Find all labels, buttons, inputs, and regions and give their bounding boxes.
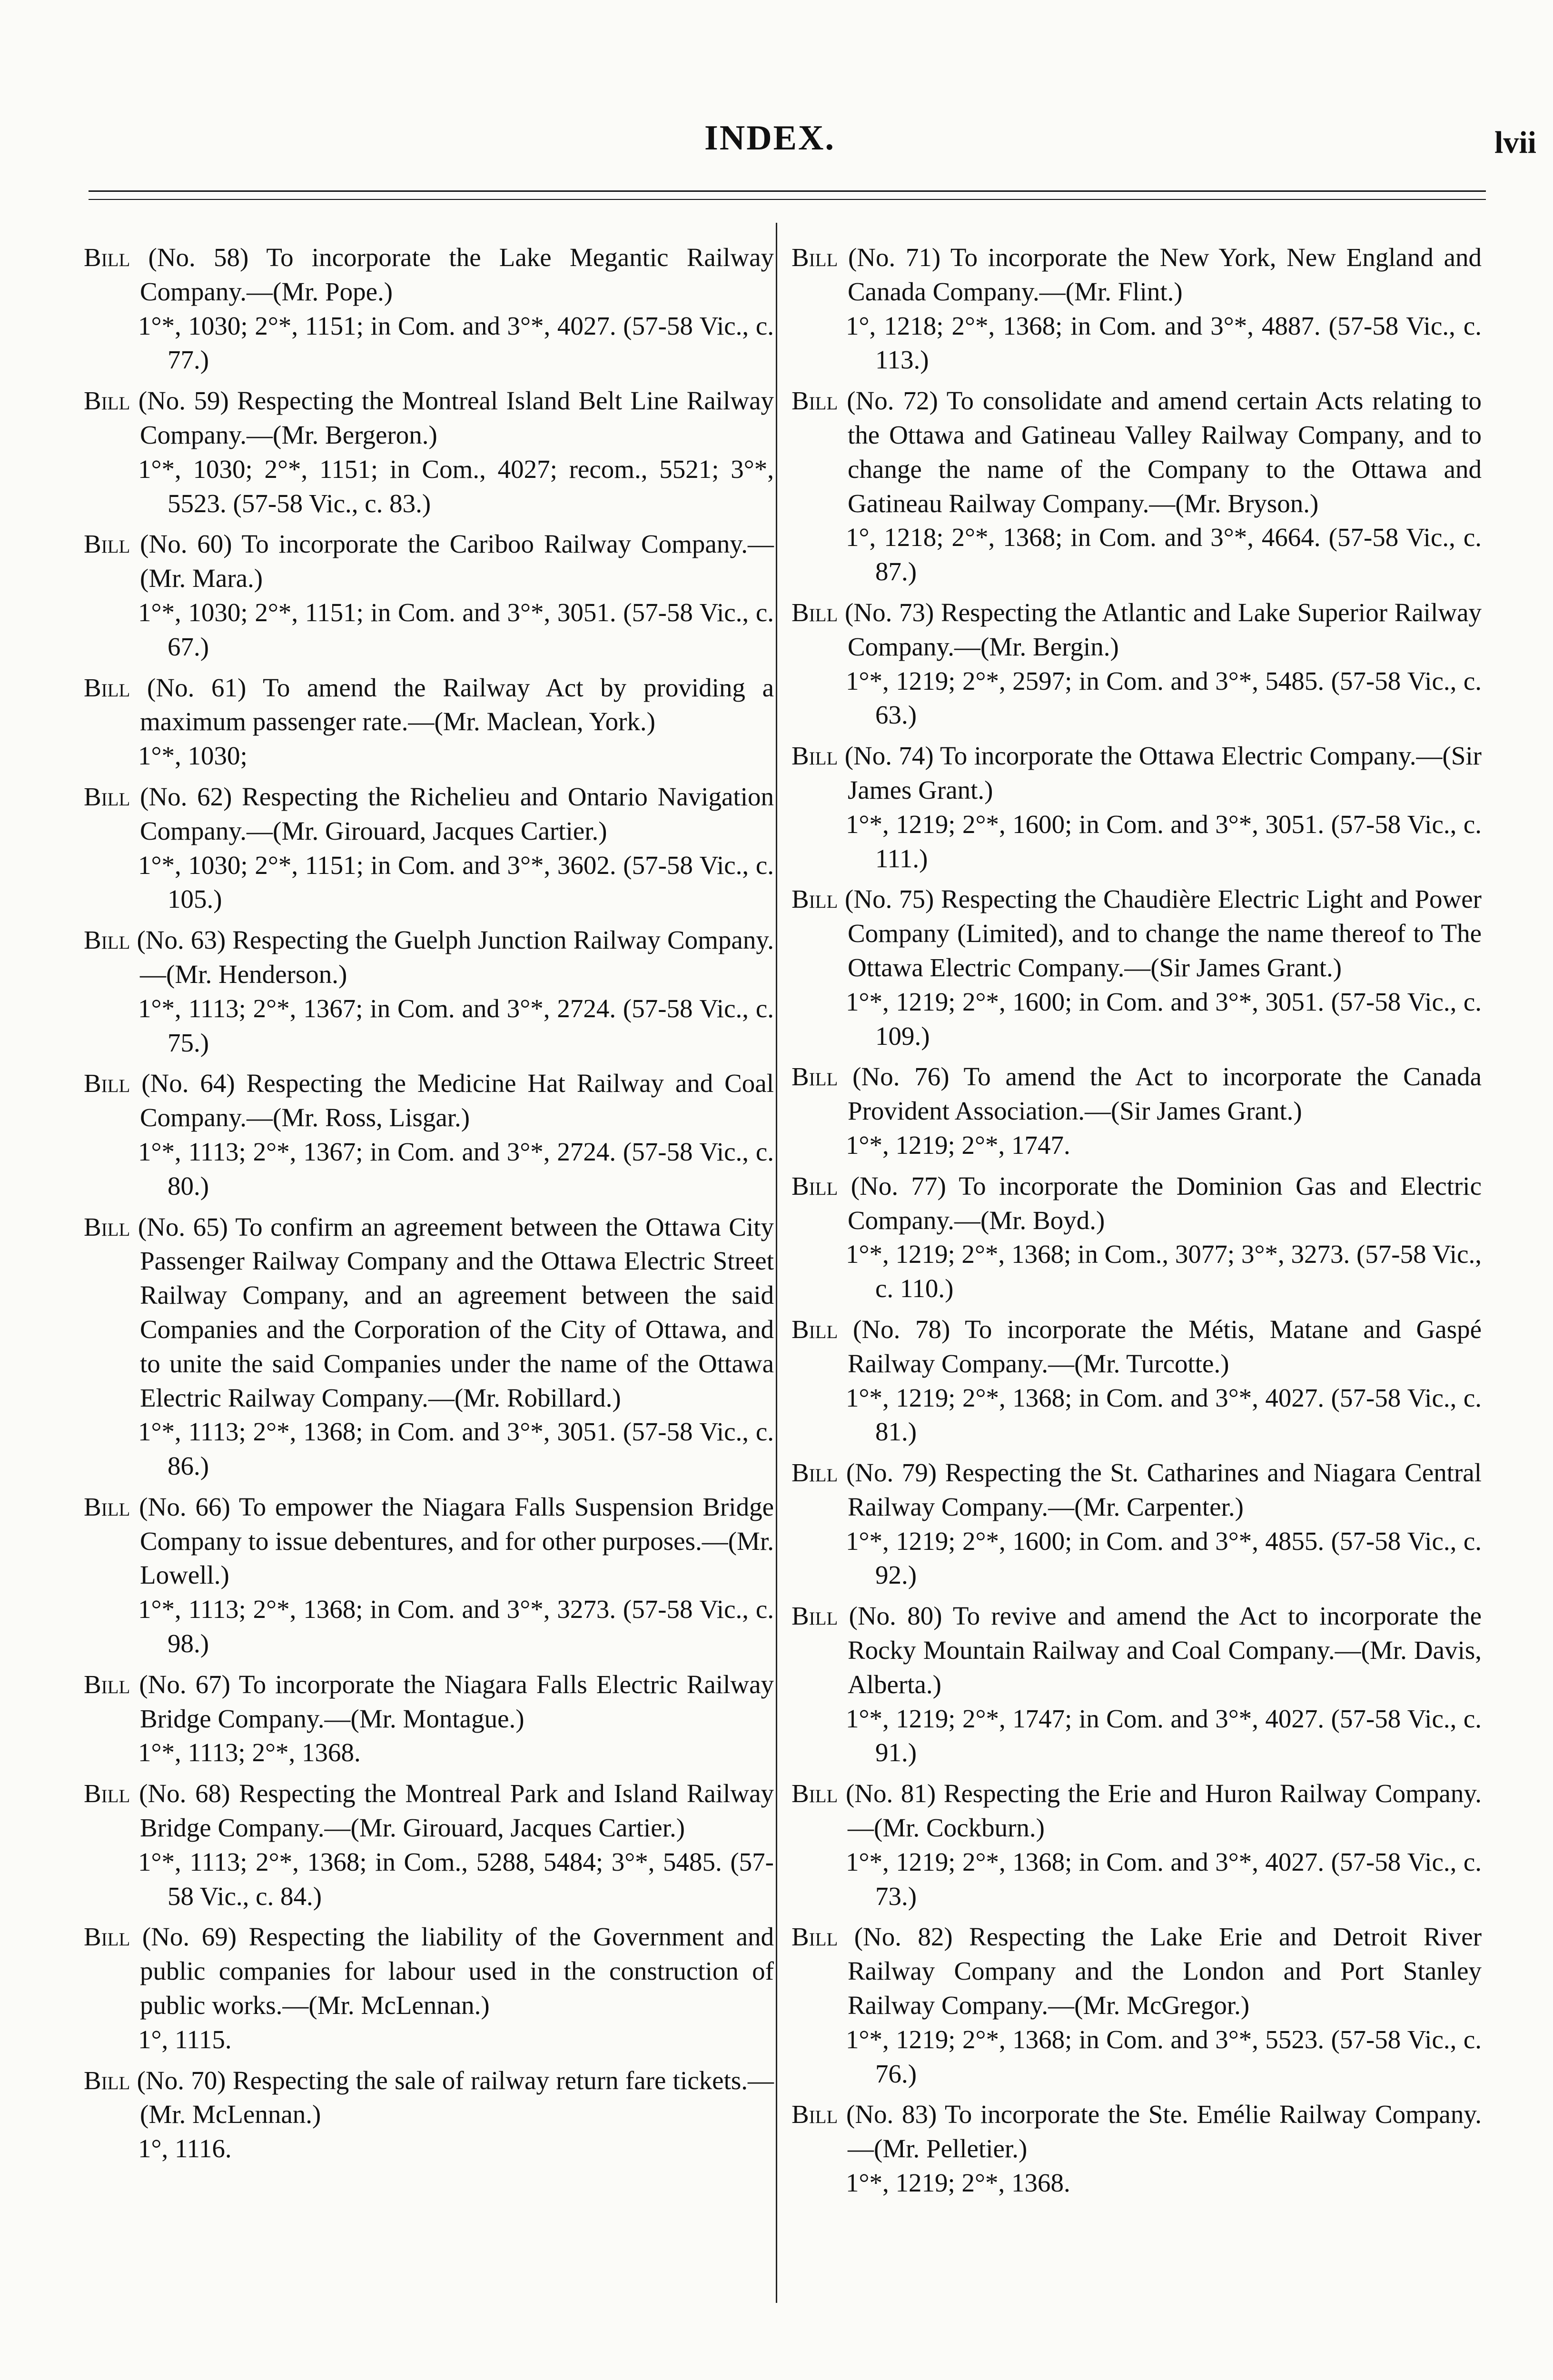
entry-heading	[84, 780, 774, 848]
left-column	[84, 240, 774, 2172]
entry-title: (No. 83) To incorporate the Ste. Emélie Railway Company.—(Mr. Pelletier.)	[846, 2100, 1482, 2163]
index-entry	[791, 2097, 1482, 2200]
entry-references: 1°*, 1219; 2°*, 1368; in Com. and 3°*, 4027. (57-58 Vic., c. 81.)	[846, 1383, 1482, 1447]
entry-heading	[791, 595, 1482, 664]
index-entry	[791, 1456, 1482, 1592]
entry-title: (No. 59) Respecting the Montreal Island Belt Line Railway Company.—(Mr. Bergeron.)	[138, 386, 774, 449]
index-entry	[791, 1599, 1482, 1770]
entry-title: (No. 74) To incorporate the Ottawa Electric Company.—(Sir James Grant.)	[844, 741, 1482, 804]
index-entry	[791, 384, 1482, 589]
entry-title: (No. 77) To incorporate the Dominion Gas and Electric Company.—(Mr. Boyd.)	[848, 1171, 1482, 1235]
index-entry	[791, 1060, 1482, 1162]
entry-lead-word: Bill	[84, 1779, 130, 1808]
entry-lead-word: Bill	[791, 1779, 838, 1808]
entry-title: (No. 65) To confirm an agreement between the Ottawa City Passenger Railway Company and the Ottawa Electric Street Railway Company, and an agreement between the said Companies and the Corporation of the City of Ottawa, and to unite the said Companies under the name of the Ottawa Electric Railway Company.—(Mr. Robillard.)	[138, 1212, 774, 1412]
entry-lead-word: Bill	[791, 884, 838, 914]
entry-references: 1°*, 1030; 2°*, 1151; in Com. and 3°*, 3602. (57-58 Vic., c. 105.)	[138, 850, 774, 914]
index-entry	[84, 923, 774, 1060]
entry-heading	[791, 240, 1482, 309]
index-entry	[84, 240, 774, 377]
entry-lead-word: Bill	[791, 1601, 838, 1631]
entry-lead-word: Bill	[84, 1492, 130, 1521]
entry-lead-word: Bill	[84, 529, 130, 559]
entry-heading	[791, 1920, 1482, 2022]
entry-heading	[84, 923, 774, 992]
entry-heading	[84, 1776, 774, 1845]
entry-lead-word: Bill	[791, 1458, 838, 1488]
entry-references: 1°*, 1219; 2°*, 1600; in Com. and 3°*, 3051. (57-58 Vic., c. 111.)	[846, 809, 1482, 873]
entry-title: (No. 76) To amend the Act to incorporate the Canada Provident Association.—(Sir James Grant.)	[848, 1062, 1482, 1126]
entry-heading	[791, 1599, 1482, 1701]
index-entry	[791, 882, 1482, 1053]
entry-lead-word: Bill	[791, 1171, 838, 1200]
entry-heading	[84, 240, 774, 309]
entry-lead-word: Bill	[84, 673, 130, 702]
entry-lead-word: Bill	[791, 1062, 838, 1091]
entry-heading	[84, 671, 774, 739]
index-entry	[791, 1169, 1482, 1306]
entry-heading	[791, 739, 1482, 807]
index-entry	[84, 1490, 774, 1661]
entry-heading	[84, 1667, 774, 1736]
entry-title: (No. 68) Respecting the Montreal Park and Island Railway Bridge Company.—(Mr. Girouard, Jacques Cartier.)	[139, 1779, 774, 1843]
entry-lead-word: Bill	[84, 1212, 130, 1241]
entry-heading	[84, 1920, 774, 2022]
entry-heading	[791, 2097, 1482, 2166]
page-number: lvii	[1494, 125, 1537, 160]
entry-title: (No. 69) Respecting the liability of the Government and public companies for labour used in the construction of public works.—(Mr. McLennan.)	[140, 1922, 774, 2020]
entry-references: 1°*, 1219; 2°*, 1368; in Com., 3077; 3°*, 3273. (57-58 Vic., c. 110.)	[846, 1240, 1482, 1303]
entry-references: 1°*, 1219; 2°*, 1747.	[846, 1130, 1070, 1160]
entry-title: (No. 75) Respecting the Chaudière Electric Light and Power Company (Limited), and to change the name thereof to The Ottawa Electric Company.—(Sir James Grant.)	[845, 884, 1482, 982]
entry-heading	[791, 384, 1482, 520]
index-entry	[84, 1920, 774, 2056]
index-entry	[84, 2063, 774, 2166]
entry-references: 1°, 1115.	[138, 2024, 232, 2054]
entry-lead-word: Bill	[791, 386, 838, 416]
entry-references: 1°, 1218; 2°*, 1368; in Com. and 3°*, 4664. (57-58 Vic., c. 87.)	[846, 523, 1482, 586]
entry-lead-word: Bill	[84, 925, 130, 955]
entry-title: (No. 58) To incorporate the Lake Megantic Railway Company.—(Mr. Pope.)	[140, 243, 774, 306]
entry-heading	[791, 1456, 1482, 1524]
entry-title: (No. 60) To incorporate the Cariboo Railway Company.—(Mr. Mara.)	[140, 529, 774, 593]
entry-title: (No. 73) Respecting the Atlantic and Lake Superior Railway Company.—(Mr. Bergin.)	[845, 597, 1482, 661]
entry-title: (No. 72) To consolidate and amend certain Acts relating to the Ottawa and Gatineau Valley Railway Company, and to change the name of the Company to the Ottawa and Gatineau Railway Company.—(Mr. Bryson.)	[847, 386, 1482, 518]
entry-title: (No. 80) To revive and amend the Act to incorporate the Rocky Mountain Railway and Coal Company.—(Mr. Davis, Alberta.)	[848, 1601, 1482, 1699]
entry-references: 1°*, 1030; 2°*, 1151; in Com., 4027; recom., 5521; 3°*, 5523. (57-58 Vic., c. 83.)	[138, 454, 774, 518]
header-rule	[89, 190, 1486, 192]
entry-heading	[84, 1490, 774, 1592]
entry-title: (No. 70) Respecting the sale of railway return fare tickets.—(Mr. McLennan.)	[137, 2065, 774, 2129]
entry-heading	[84, 384, 774, 452]
entry-references: 1°*, 1219; 2°*, 1368.	[846, 2168, 1070, 2198]
index-entry	[791, 595, 1482, 732]
entry-title: (No. 64) Respecting the Medicine Hat Railway and Coal Company.—(Mr. Ross, Lisgar.)	[140, 1069, 774, 1132]
entry-references: 1°, 1218; 2°*, 1368; in Com. and 3°*, 4887. (57-58 Vic., c. 113.)	[846, 311, 1482, 375]
entry-references: 1°*, 1113; 2°*, 1367; in Com. and 3°*, 2724. (57-58 Vic., c. 75.)	[138, 993, 774, 1057]
entry-title: (No. 82) Respecting the Lake Erie and Detroit River Railway Company and the London and Port Stanley Railway Company.—(Mr. McGregor.)	[848, 1922, 1482, 2020]
entry-references: 1°*, 1219; 2°*, 1368; in Com. and 3°*, 4027. (57-58 Vic., c. 73.)	[846, 1847, 1482, 1911]
entry-references: 1°*, 1113; 2°*, 1368; in Com., 5288, 5484; 3°*, 5485. (57-58 Vic., c. 84.)	[138, 1847, 774, 1911]
header-rule-thin	[89, 199, 1486, 200]
entry-lead-word: Bill	[84, 2065, 130, 2095]
entry-title: (No. 63) Respecting the Guelph Junction Railway Company.—(Mr. Henderson.)	[137, 925, 774, 989]
entry-title: (No. 66) To empower the Niagara Falls Suspension Bridge Company to issue debentures, and for other purposes.—(Mr. Lowell.)	[139, 1492, 774, 1590]
index-entry	[84, 780, 774, 916]
entry-title: (No. 61) To amend the Railway Act by providing a maximum passenger rate.—(Mr. Maclean, York.)	[140, 673, 774, 736]
entry-heading	[791, 1169, 1482, 1238]
index-entry	[84, 671, 774, 773]
entry-title: (No. 62) Respecting the Richelieu and Ontario Navigation Company.—(Mr. Girouard, Jacques Cartier.)	[140, 782, 774, 845]
entry-lead-word: Bill	[791, 741, 838, 771]
entry-references: 1°*, 1113; 2°*, 1368; in Com. and 3°*, 3273. (57-58 Vic., c. 98.)	[138, 1595, 774, 1658]
entry-references: 1°*, 1030; 2°*, 1151; in Com. and 3°*, 4027. (57-58 Vic., c. 77.)	[138, 311, 774, 375]
entry-lead-word: Bill	[791, 1922, 838, 1952]
index-entry	[791, 1776, 1482, 1913]
entry-references: 1°*, 1030; 2°*, 1151; in Com. and 3°*, 3051. (57-58 Vic., c. 67.)	[138, 597, 774, 661]
entry-heading	[791, 1776, 1482, 1845]
entry-heading	[791, 1312, 1482, 1381]
entry-heading	[84, 2063, 774, 2132]
entry-references: 1°*, 1219; 2°*, 2597; in Com. and 3°*, 5485. (57-58 Vic., c. 63.)	[846, 666, 1482, 730]
entry-lead-word: Bill	[84, 386, 130, 416]
entry-heading	[791, 1060, 1482, 1128]
entry-references: 1°*, 1113; 2°*, 1368; in Com. and 3°*, 3051. (57-58 Vic., c. 86.)	[138, 1417, 774, 1481]
entry-references: 1°*, 1219; 2°*, 1600; in Com. and 3°*, 3051. (57-58 Vic., c. 109.)	[846, 987, 1482, 1051]
column-divider	[776, 223, 777, 2303]
index-entry	[84, 1210, 774, 1483]
index-entry	[84, 384, 774, 520]
entry-lead-word: Bill	[84, 1069, 130, 1098]
entry-heading	[84, 527, 774, 595]
index-entry	[791, 1312, 1482, 1449]
entry-references: 1°*, 1219; 2°*, 1600; in Com. and 3°*, 4855. (57-58 Vic., c. 92.)	[846, 1526, 1482, 1590]
entry-lead-word: Bill	[84, 782, 130, 811]
entry-heading	[84, 1210, 774, 1415]
entry-lead-word: Bill	[84, 1922, 130, 1952]
index-entry	[84, 1667, 774, 1770]
entry-title: (No. 71) To incorporate the New York, New England and Canada Company.—(Mr. Flint.)	[848, 243, 1482, 306]
entry-title: (No. 78) To incorporate the Métis, Matane and Gaspé Railway Company.—(Mr. Turcotte.)	[848, 1314, 1482, 1378]
entry-references: 1°*, 1030;	[138, 741, 247, 771]
index-entry	[84, 1066, 774, 1203]
entry-heading	[791, 882, 1482, 984]
entry-references: 1°*, 1219; 2°*, 1747; in Com. and 3°*, 4027. (57-58 Vic., c. 91.)	[846, 1704, 1482, 1767]
entry-heading	[84, 1066, 774, 1135]
entry-references: 1°*, 1113; 2°*, 1368.	[138, 1738, 361, 1767]
index-entry	[791, 1920, 1482, 2091]
page-title: INDEX.	[704, 119, 835, 158]
entry-lead-word: Bill	[791, 243, 838, 272]
right-column	[791, 240, 1482, 2207]
entry-title: (No. 67) To incorporate the Niagara Falls Electric Railway Bridge Company.—(Mr. Montague.)	[139, 1669, 774, 1733]
index-entry	[791, 240, 1482, 377]
entry-references: 1°, 1116.	[138, 2134, 232, 2163]
entry-lead-word: Bill	[84, 1669, 130, 1699]
entry-references: 1°*, 1219; 2°*, 1368; in Com. and 3°*, 5523. (57-58 Vic., c. 76.)	[846, 2024, 1482, 2088]
index-entry	[84, 1776, 774, 1913]
entry-title: (No. 81) Respecting the Erie and Huron Railway Company.—(Mr. Cockburn.)	[845, 1779, 1482, 1843]
entry-lead-word: Bill	[84, 243, 130, 272]
index-entry	[791, 739, 1482, 875]
entry-references: 1°*, 1113; 2°*, 1367; in Com. and 3°*, 2724. (57-58 Vic., c. 80.)	[138, 1137, 774, 1200]
index-entry	[84, 527, 774, 664]
entry-lead-word: Bill	[791, 1314, 838, 1344]
entry-lead-word: Bill	[791, 2100, 838, 2129]
entry-lead-word: Bill	[791, 597, 838, 627]
entry-title: (No. 79) Respecting the St. Catharines and Niagara Central Railway Company.—(Mr. Carpenter.)	[846, 1458, 1482, 1521]
